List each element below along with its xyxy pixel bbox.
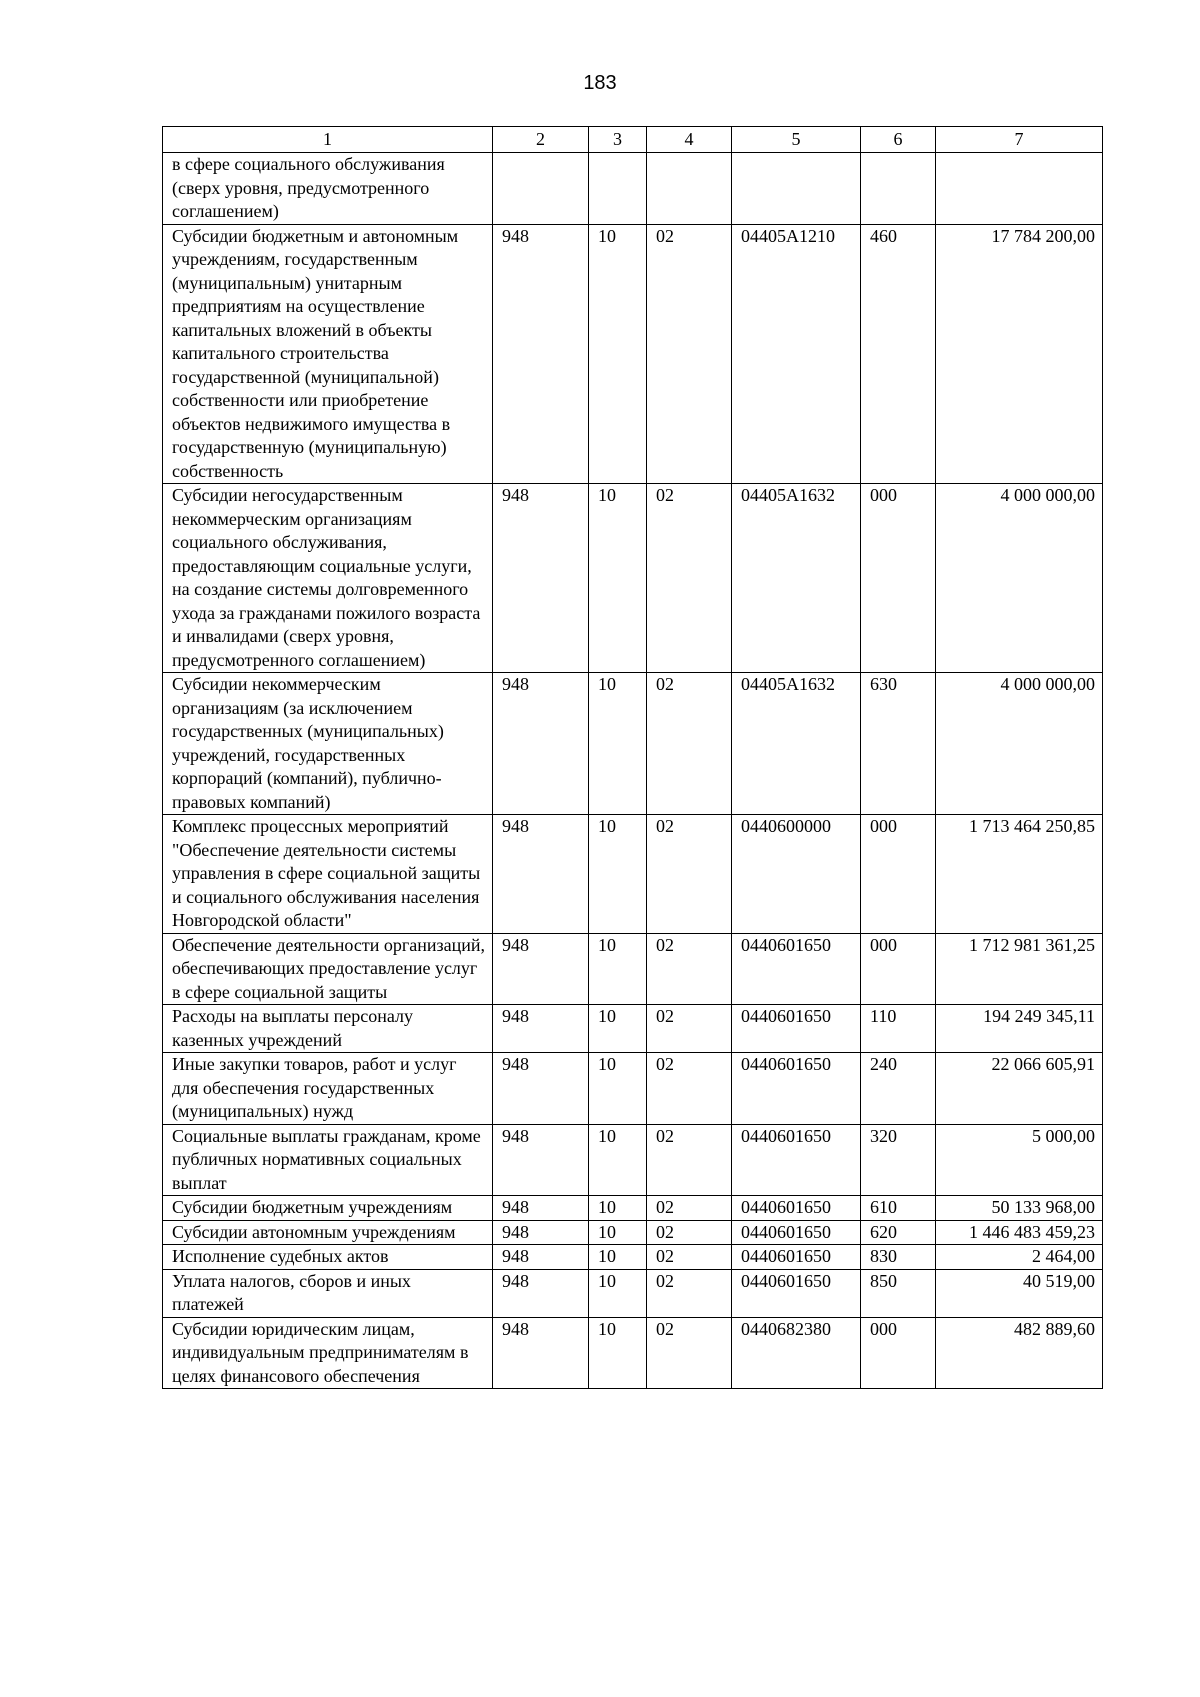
column-header-5: 5 [732,127,861,153]
subsection-cell: 02 [647,1124,732,1196]
subsection-cell: 02 [647,1053,732,1125]
target-article-cell: 0440601650 [732,1053,861,1125]
target-article-cell: 0440601650 [732,1196,861,1221]
amount-cell: 194 249 345,11 [936,1005,1103,1053]
row-name-cell: Иные закупки товаров, работ и услуг для обеспечения государственных (муниципальных) нужд [163,1053,493,1125]
section-cell: 10 [589,1053,647,1125]
page-number: 183 [583,72,617,94]
column-header-4: 4 [647,127,732,153]
admin-code-cell: 948 [493,484,589,673]
section-cell: 10 [589,224,647,484]
subsection-cell: 02 [647,1220,732,1245]
expense-type-cell: 460 [861,224,936,484]
subsection-cell: 02 [647,1269,732,1317]
subsection-cell: 02 [647,484,732,673]
column-header-2: 2 [493,127,589,153]
section-cell: 10 [589,1196,647,1221]
section-cell: 10 [589,1124,647,1196]
section-cell: 10 [589,1220,647,1245]
row-name-cell: Субсидии бюджетным и автономным учреждениям, государственным (муниципальным) унитарным предприятиям на осуществление капитальных вложений в объекты капитального строительства государственной (муниципальной) собственности или приобретение объектов недвижимого имущества в государственную (муниципальную) собственность [163,224,493,484]
target-article-cell [732,153,861,225]
subsection-cell: 02 [647,933,732,1005]
amount-cell: 4 000 000,00 [936,484,1103,673]
expense-type-cell: 320 [861,1124,936,1196]
section-cell: 10 [589,1245,647,1270]
admin-code-cell [493,153,589,225]
admin-code-cell: 948 [493,1196,589,1221]
column-header-6: 6 [861,127,936,153]
row-name-cell: Субсидии негосударственным некоммерческим организациям социального обслуживания, предоставляющим социальные услуги, на создание системы долговременного ухода за гражданами пожилого возраста и инвалидами (сверх уровня, предусмотренного соглашением) [163,484,493,673]
amount-cell: 2 464,00 [936,1245,1103,1270]
amount-cell: 22 066 605,91 [936,1053,1103,1125]
row-name-cell: Расходы на выплаты персоналу казенных учреждений [163,1005,493,1053]
row-name-cell: в сфере социального обслуживания (сверх уровня, предусмотренного соглашением) [163,153,493,225]
admin-code-cell: 948 [493,815,589,934]
table-row [163,1245,1103,1270]
table-row [163,1269,1103,1317]
expense-type-cell: 000 [861,815,936,934]
table-row [163,153,1103,225]
table-row [163,673,1103,815]
amount-cell: 482 889,60 [936,1317,1103,1389]
row-name-cell: Уплата налогов, сборов и иных платежей [163,1269,493,1317]
column-header-3: 3 [589,127,647,153]
target-article-cell: 0440601650 [732,1124,861,1196]
row-name-cell: Субсидии бюджетным учреждениям [163,1196,493,1221]
section-cell [589,153,647,225]
subsection-cell: 02 [647,815,732,934]
expense-type-cell: 630 [861,673,936,815]
target-article-cell: 04405A1632 [732,673,861,815]
admin-code-cell: 948 [493,1317,589,1389]
row-name-cell: Социальные выплаты гражданам, кроме публичных нормативных социальных выплат [163,1124,493,1196]
amount-cell: 1 446 483 459,23 [936,1220,1103,1245]
admin-code-cell: 948 [493,1053,589,1125]
amount-cell: 5 000,00 [936,1124,1103,1196]
amount-cell: 50 133 968,00 [936,1196,1103,1221]
section-cell: 10 [589,1317,647,1389]
expense-type-cell: 000 [861,933,936,1005]
subsection-cell: 02 [647,1005,732,1053]
subsection-cell: 02 [647,1196,732,1221]
table-row [163,815,1103,934]
expense-type-cell: 850 [861,1269,936,1317]
target-article-cell: 0440601650 [732,933,861,1005]
amount-cell: 40 519,00 [936,1269,1103,1317]
target-article-cell: 0440601650 [732,1245,861,1270]
subsection-cell: 02 [647,224,732,484]
row-name-cell: Комплекс процессных мероприятий "Обеспечение деятельности системы управления в сфере социальной защиты и социального обслуживания населения Новгородской области" [163,815,493,934]
admin-code-cell: 948 [493,224,589,484]
column-header-7: 7 [936,127,1103,153]
section-cell: 10 [589,673,647,815]
subsection-cell: 02 [647,1317,732,1389]
subsection-cell: 02 [647,673,732,815]
section-cell: 10 [589,815,647,934]
row-name-cell: Субсидии некоммерческим организациям (за исключением государственных (муниципальных) учреждений, государственных корпораций (компаний), публично-правовых компаний) [163,673,493,815]
budget-table [162,126,1103,1389]
admin-code-cell: 948 [493,933,589,1005]
table-row [163,1196,1103,1221]
expense-type-cell: 000 [861,484,936,673]
expense-type-cell: 000 [861,1317,936,1389]
admin-code-cell: 948 [493,1220,589,1245]
table-row [163,1124,1103,1196]
admin-code-cell: 948 [493,1245,589,1270]
section-cell: 10 [589,933,647,1005]
subsection-cell: 02 [647,1245,732,1270]
row-name-cell: Обеспечение деятельности организаций, обеспечивающих предоставление услуг в сфере социальной защиты [163,933,493,1005]
table-row [163,933,1103,1005]
target-article-cell: 0440682380 [732,1317,861,1389]
table-row [163,1053,1103,1125]
table-row [163,1220,1103,1245]
target-article-cell: 04405A1210 [732,224,861,484]
table-row [163,1317,1103,1389]
target-article-cell: 0440601650 [732,1220,861,1245]
row-name-cell: Исполнение судебных актов [163,1245,493,1270]
admin-code-cell: 948 [493,673,589,815]
amount-cell: 4 000 000,00 [936,673,1103,815]
table-row [163,484,1103,673]
target-article-cell: 0440600000 [732,815,861,934]
amount-cell [936,153,1103,225]
subsection-cell [647,153,732,225]
expense-type-cell: 610 [861,1196,936,1221]
column-header-1: 1 [163,127,493,153]
admin-code-cell: 948 [493,1269,589,1317]
target-article-cell: 0440601650 [732,1269,861,1317]
row-name-cell: Субсидии автономным учреждениям [163,1220,493,1245]
target-article-cell: 0440601650 [732,1005,861,1053]
table-row [163,1005,1103,1053]
section-cell: 10 [589,1269,647,1317]
table-row [163,224,1103,484]
table-header-row [163,127,1103,153]
expense-type-cell: 110 [861,1005,936,1053]
expense-type-cell: 830 [861,1245,936,1270]
row-name-cell: Субсидии юридическим лицам, индивидуальным предпринимателям в целях финансового обеспечения [163,1317,493,1389]
target-article-cell: 04405A1632 [732,484,861,673]
admin-code-cell: 948 [493,1005,589,1053]
admin-code-cell: 948 [493,1124,589,1196]
section-cell: 10 [589,1005,647,1053]
amount-cell: 1 712 981 361,25 [936,933,1103,1005]
amount-cell: 1 713 464 250,85 [936,815,1103,934]
expense-type-cell: 240 [861,1053,936,1125]
section-cell: 10 [589,484,647,673]
expense-type-cell [861,153,936,225]
amount-cell: 17 784 200,00 [936,224,1103,484]
expense-type-cell: 620 [861,1220,936,1245]
